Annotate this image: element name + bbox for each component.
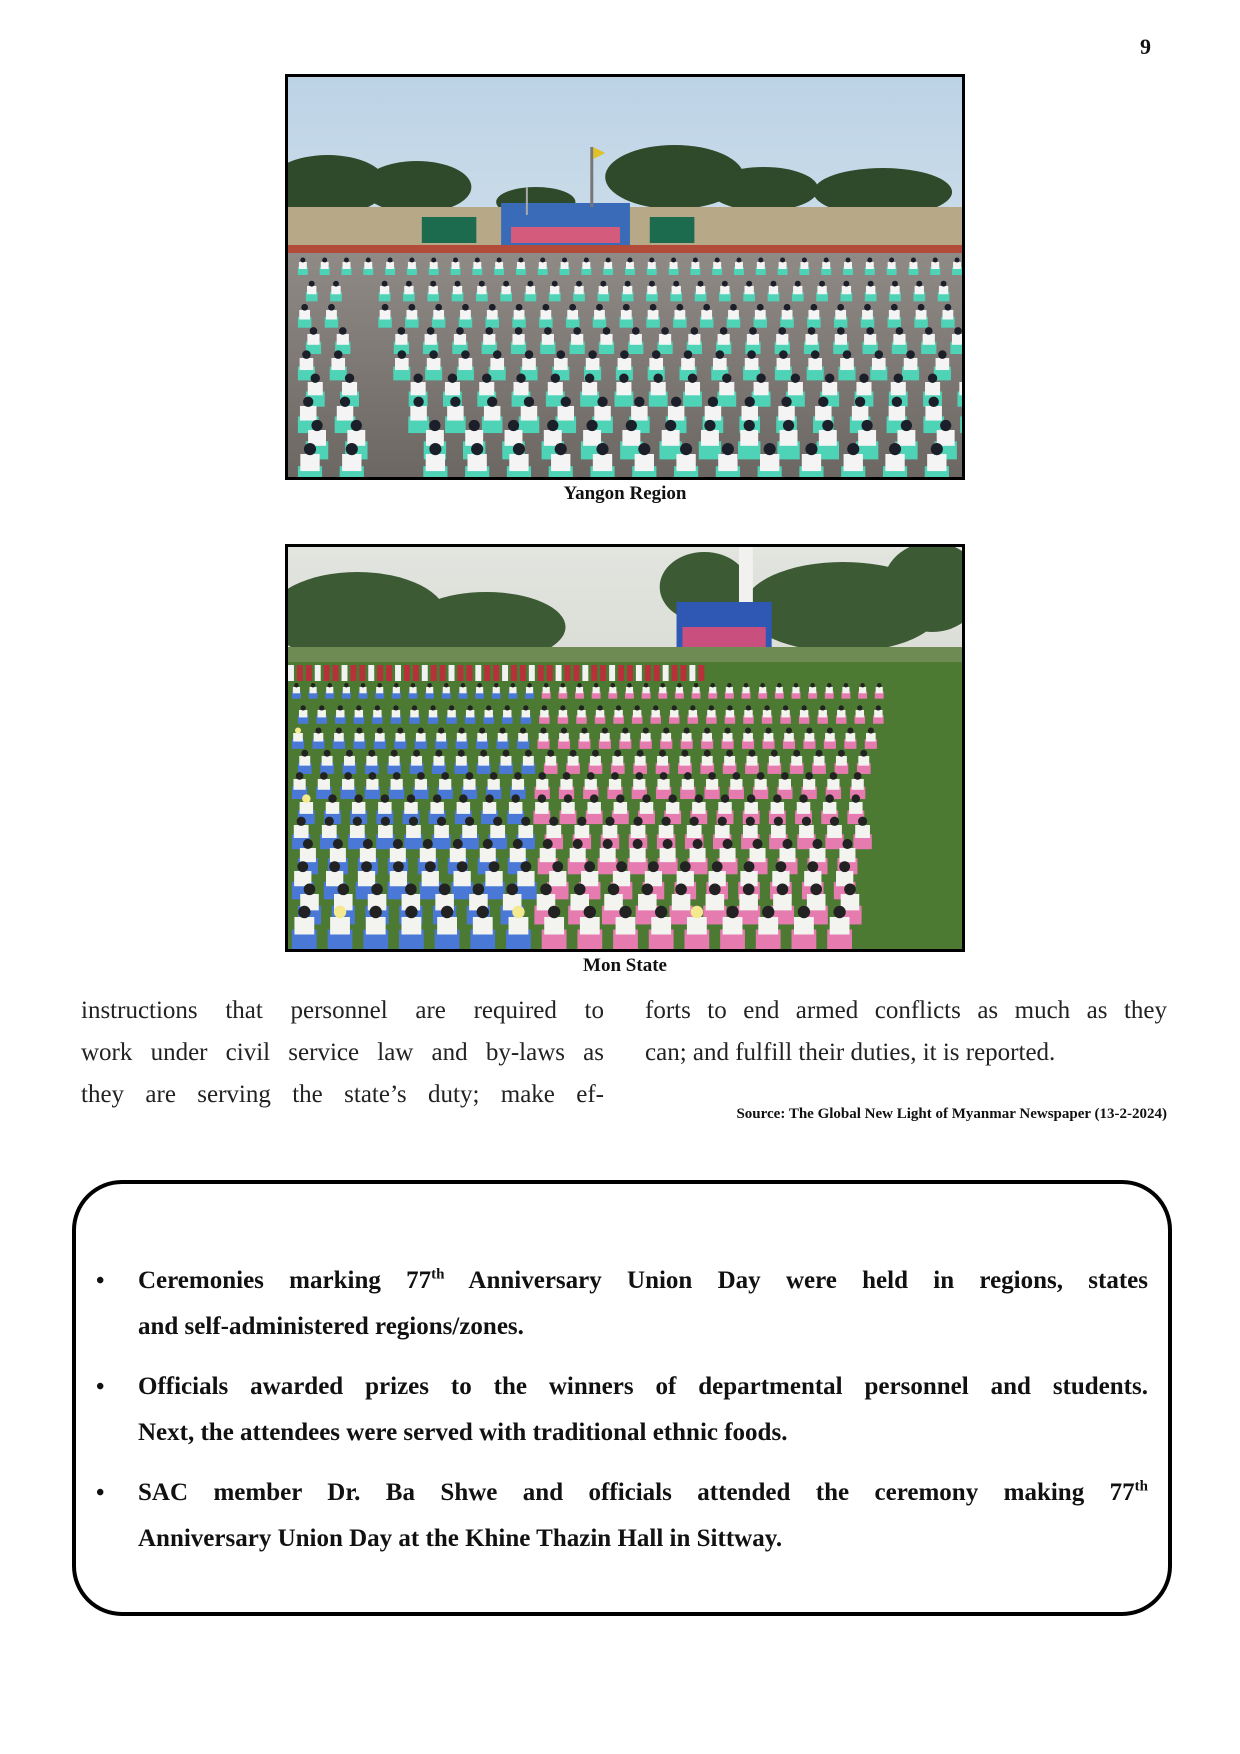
summary-line: Officials awarded prizes to the winners of departmental personnel and students. xyxy=(138,1373,1148,1400)
article-right-column xyxy=(645,990,1167,1074)
mon-photo-caption: Mon State xyxy=(583,955,667,976)
article-line: can; and fulfill their duties, it is reported. xyxy=(645,1039,1056,1066)
summary-text: Anniversary Union Day were held in regions, states xyxy=(444,1267,1148,1294)
yangon-ceremony-image xyxy=(288,77,962,477)
summary-line: Next, the attendees were served with traditional ethnic foods. xyxy=(138,1419,788,1446)
article-line: work under civil service law and by-laws as xyxy=(81,1039,604,1066)
article-line: forts to end armed conflicts as much as they xyxy=(645,997,1167,1024)
summary-text: Ceremonies marking 77 xyxy=(138,1267,432,1294)
yangon-region-photo xyxy=(285,74,965,480)
summary-item xyxy=(96,1364,1148,1456)
source-citation: Source: The Global New Light of Myanmar Newspaper (13-2-2024) xyxy=(736,1106,1167,1122)
ordinal-suffix: th xyxy=(431,1266,445,1283)
summary-line: Anniversary Union Day at the Khine Thazin Hall in Sittway. xyxy=(138,1525,783,1552)
ordinal-suffix: th xyxy=(1134,1478,1148,1495)
summary-box xyxy=(72,1180,1172,1616)
mon-ceremony-image xyxy=(288,547,962,949)
article-line: instructions that personnel are required to xyxy=(81,997,604,1024)
summary-line xyxy=(138,1470,1148,1516)
summary-list xyxy=(96,1258,1148,1576)
summary-item xyxy=(96,1470,1148,1562)
summary-line: and self-administered regions/zones. xyxy=(138,1313,524,1340)
article-left-column xyxy=(81,990,604,1116)
summary-line xyxy=(138,1258,1148,1304)
page-number: 9 xyxy=(1140,34,1151,59)
mon-state-photo xyxy=(285,544,965,952)
yangon-photo-caption: Yangon Region xyxy=(563,483,687,504)
bullet-icon: • xyxy=(96,1268,105,1294)
bullet-icon: • xyxy=(96,1480,105,1506)
summary-text: SAC member Dr. Ba Shwe and officials attended the ceremony making 77 xyxy=(138,1479,1135,1506)
summary-item xyxy=(96,1258,1148,1350)
article-line: they are serving the state’s duty; make ef- xyxy=(81,1081,604,1108)
bullet-icon: • xyxy=(96,1374,105,1400)
